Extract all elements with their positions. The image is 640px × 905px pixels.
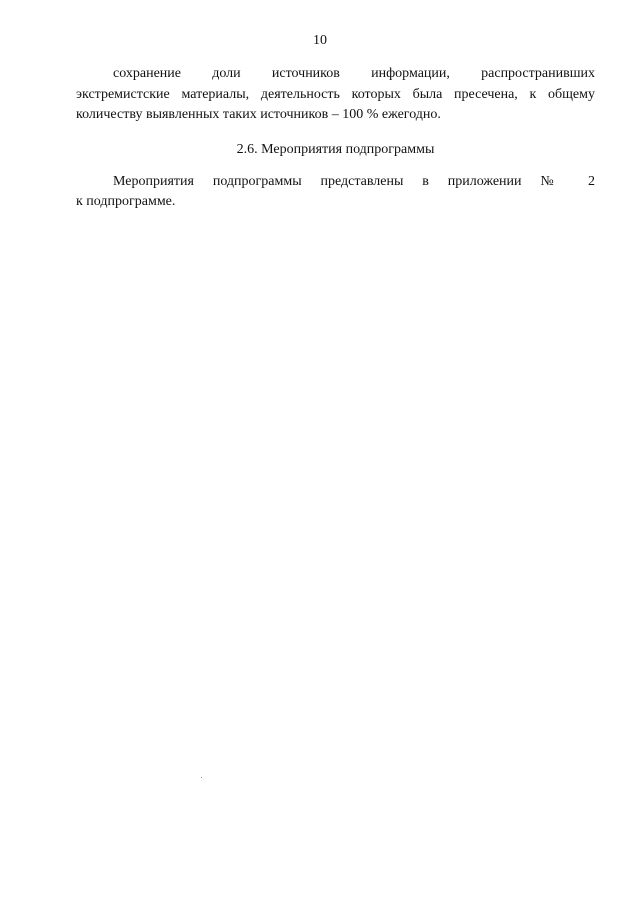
paragraph-line: сохранение доли источников информации, распространивших (113, 66, 595, 81)
paragraph-activities (76, 172, 595, 213)
paragraph-line: Мероприятия подпрограммы представлены в приложении № 2 (113, 173, 595, 189)
paragraph-line: количеству выявленных таких источников – 100 % ежегодно. (76, 107, 441, 122)
page-number: 10 (313, 33, 327, 48)
page-content (76, 64, 595, 213)
paragraph-line: экстремистские материалы, деятельность которых была пресечена, к общему (76, 86, 595, 102)
paragraph-line: к подпрограмме. (76, 194, 176, 209)
section-heading: 2.6. Мероприятия подпрограммы (236, 141, 435, 157)
scan-speck (201, 777, 202, 778)
paragraph-indicator (76, 64, 595, 126)
